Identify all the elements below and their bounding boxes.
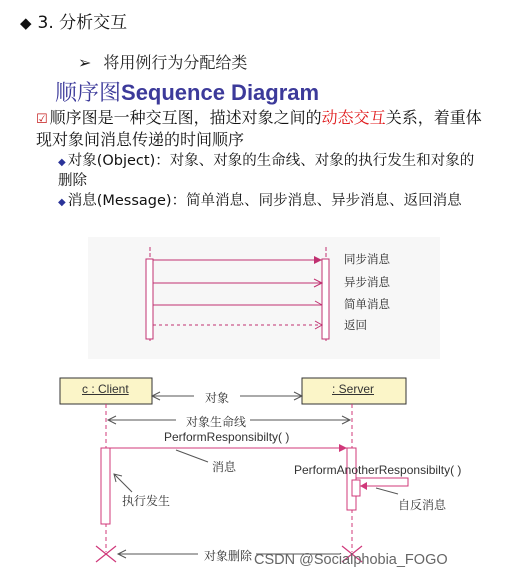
object-label: 对象	[205, 391, 230, 405]
server-box-label: : Server	[332, 382, 375, 396]
lifeline-label: 对象生命线	[186, 415, 247, 429]
title-cn: 顺序图	[55, 81, 122, 106]
section-heading	[20, 8, 127, 33]
self-message-pointer	[376, 488, 398, 494]
simple-arrowhead	[315, 301, 322, 305]
slide-title	[55, 76, 319, 107]
activation-label: 执行发生	[122, 494, 171, 508]
diamond-bullet-icon: ◆	[20, 14, 32, 32]
subheading	[78, 50, 247, 73]
bullet-object	[58, 152, 488, 190]
intro-paragraph	[36, 108, 496, 150]
intro-before: 顺序图是一种交互图，描述对象之间的	[49, 108, 322, 127]
left-activation	[146, 259, 153, 339]
section-heading-text: 3. 分析交互	[37, 13, 128, 33]
message2-label: PerformAnotherResponsibilty( )	[294, 463, 462, 477]
intro-after: 关系，着重体现对象间消息传递的时间顺序	[36, 108, 482, 149]
bullet-message	[58, 192, 488, 212]
bullet-diamond-icon: ◆	[58, 197, 66, 208]
message-types-figure	[88, 237, 440, 359]
watermark: CSDN @Socialphobia_FOGO	[254, 552, 448, 568]
intro-highlight: 动态交互	[321, 108, 386, 127]
bullet-diamond-icon: ◆	[58, 157, 66, 168]
legend-simple-label: 简单消息	[344, 297, 390, 311]
server-self-activation	[352, 480, 360, 496]
message-label-pointer	[176, 450, 208, 462]
server-activation	[347, 448, 356, 510]
self-message-label: 自反消息	[398, 498, 447, 512]
client-activation	[101, 448, 110, 524]
delete-label: 对象删除	[204, 549, 253, 563]
legend-sync-label: 同步消息	[344, 252, 390, 266]
legend-async-label: 异步消息	[344, 275, 390, 289]
sync-arrowhead	[314, 256, 322, 264]
client-box-label: c : Client	[82, 382, 129, 396]
arrow-bullet-icon: ➢	[78, 53, 92, 72]
right-activation	[322, 259, 329, 339]
checkbox-icon: ☑	[36, 112, 48, 127]
activation-pointer	[114, 474, 132, 492]
subheading-text: 将用例行为分配给类	[103, 53, 248, 72]
title-en: Sequence Diagram	[121, 80, 320, 105]
legend-return-label: 返回	[344, 318, 367, 332]
bullet-object-text: 对象(Object)：对象、对象的生命线、对象的执行发生和对象的删除	[58, 153, 475, 189]
message-label: 消息	[212, 460, 237, 474]
message1-label: PerformResponsibilty( )	[164, 430, 290, 444]
bullet-message-text: 消息(Message)：简单消息、同步消息、异步消息、返回消息	[67, 193, 462, 209]
